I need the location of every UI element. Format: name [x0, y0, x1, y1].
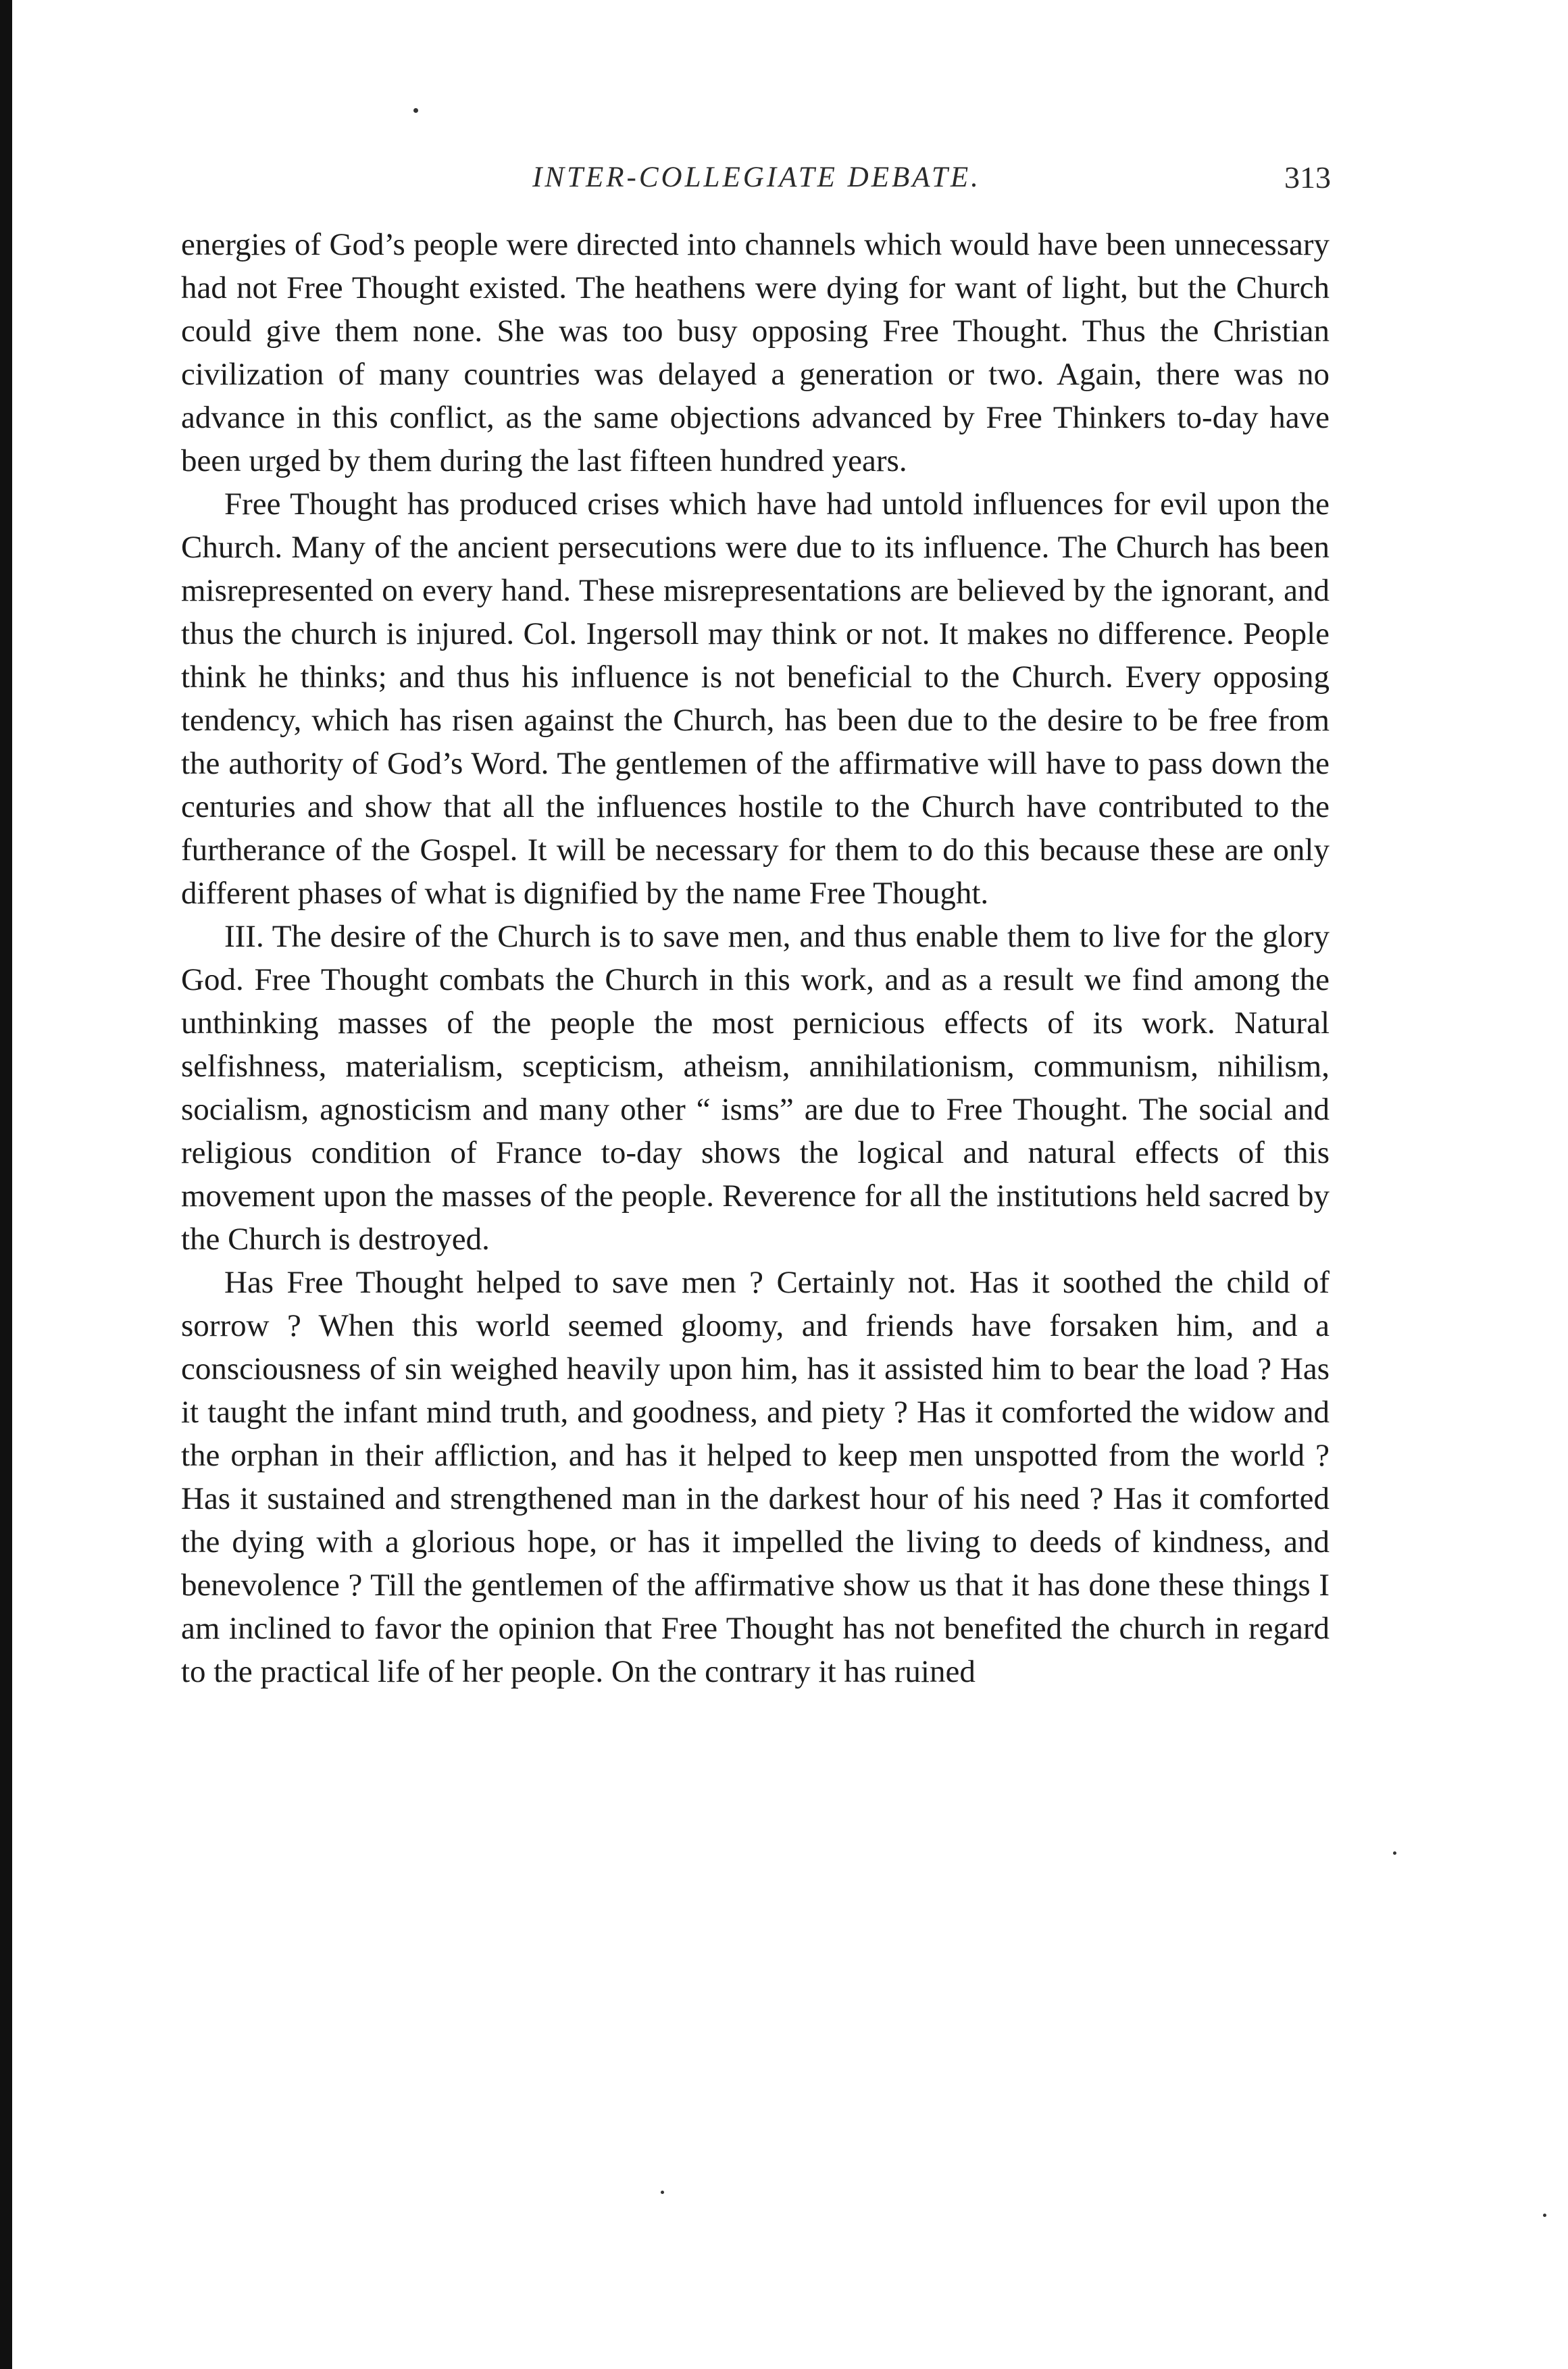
running-title: INTER-COLLEGIATE DEBATE.	[532, 161, 981, 193]
body-text	[181, 223, 1330, 1693]
paragraph: Free Thought has produced crises which have had untold influences for evil upon the Church. Many of the ancient persecutions were due to its influence. The Church has been misrepresented on every hand. These misrepresentations are believed by the ignorant, and thus the church is injured. Col. Ingersoll may think or not. It makes no difference. People think he thinks; and thus his influence is not beneficial to the Church. Every opposing tendency, which has risen against the Church, has been due to the desire to be free from the authority of God’s Word. The gentlemen of the affirmative will have to pass down the centuries and show that all the influences hostile to the Church have contributed to the furtherance of the Gospel. It will be necessary for them to do this because these are only different phases of what is dignified by the name Free Thought.	[181, 487, 1330, 911]
scan-speck	[661, 2191, 664, 2194]
paragraph: III. The desire of the Church is to save men, and thus enable them to live for the glory God. Free Thought combats the Church in this work, and as a result we find among the unthinking masses of the people the most pernicious effects of its work. Natural selfishness, materialism, scepticism, atheism, annihilationism, communism, nihilism, socialism, agnosticism and many other “ isms” are due to Free Thought. The social and religious condition of France to-day shows the logical and natural effects of this movement upon the masses of the people. Reverence for all the institutions held sacred by the Church is destroyed.	[181, 919, 1330, 1257]
scan-speck	[1543, 2214, 1546, 2217]
page-number: 313	[1284, 160, 1331, 195]
scan-speck	[413, 108, 418, 113]
paragraph: Has Free Thought helped to save men ? Certainly not. Has it soothed the child of sorrow ? When this world seemed gloomy, and friends have forsaken him, and a consciousness of sin weighed heavily upon him, has it assisted him to bear the load ? Has it taught the infant mind truth, and goodness, and piety ? Has it comforted the widow and the orphan in their affliction, and has it helped to keep men unspotted from the world ? Has it sustained and strengthened man in the darkest hour of his need ? Has it comforted the dying with a glorious hope, or has it impelled the living to deeds of kindness, and benevolence ? Till the gentlemen of the affirmative show us that it has done these things I am inclined to favor the opinion that Free Thought has not benefited the church in regard to the practical life of her people. On the contrary it has ruined	[181, 1265, 1330, 1689]
page-header	[182, 154, 1331, 201]
scan-edge	[0, 0, 12, 2369]
paragraph: energies of God’s people were directed into channels which would have been unnecessary had not Free Thought existed. The heathens were dying for want of light, but the Church could give them none. She was too busy opposing Free Thought. Thus the Christian civilization of many countries was delayed a generation or two. Again, there was no advance in this conflict, as the same objections advanced by Free Thinkers to-day have been urged by them during the last fifteen hundred years.	[181, 227, 1330, 478]
scan-speck	[1393, 1851, 1396, 1855]
